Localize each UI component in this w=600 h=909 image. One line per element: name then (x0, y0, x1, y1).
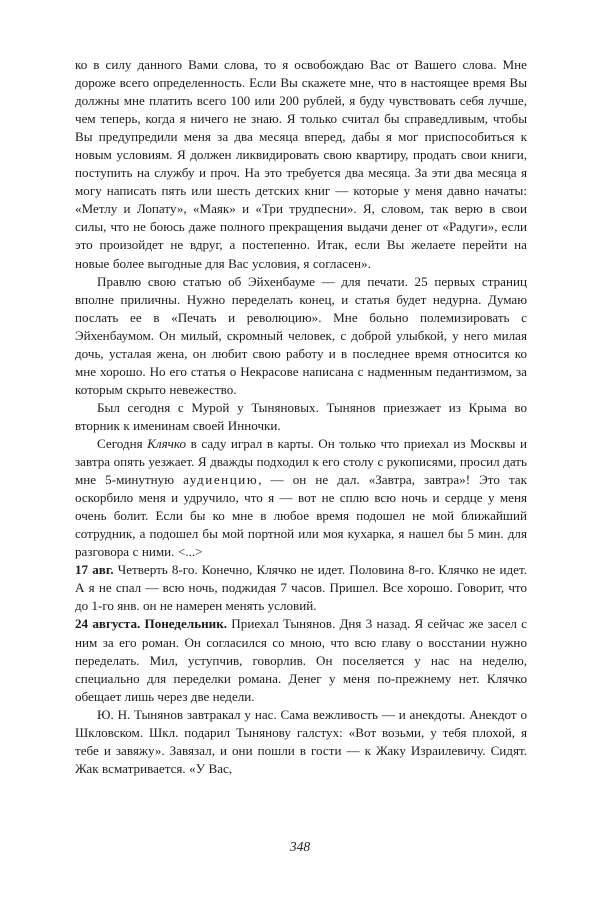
text-segment-plain-1: Сегодня (97, 435, 148, 451)
text-segment-plain-2: в саду играл в карты. Он только что приехал из Москвы и завтра опять уезжает. Я дважды подходил к его столу с рукописями, просил дать мне 5-минутную (75, 435, 527, 488)
entry-date-heading: 24 августа. Понедельник. (75, 616, 228, 632)
paragraph-tynyanov-anecdote: Ю. Н. Тынянов завтракал у нас. Сама вежливость — и анекдоты. Анекдот о Шкловском. Шкл. подарил Тынянову галстух: «Вот возьми, у тебя плохой, я тебе и завяжу». Завязал, и они пошли в гости — к Жаку Израилевичу. Сидят. Жак всматривается. «У Вас, (75, 706, 527, 776)
letter-spaced-emphasis-audience: аудиенцию (183, 472, 259, 488)
diary-entry-17-august (75, 561, 527, 615)
entry-date-heading: 17 авг. (75, 562, 114, 578)
text-column (75, 56, 527, 778)
paragraph-eikhenbaum: Правлю свою статью об Эйхенбауме — для печати. 25 первых страниц вполне приличны. Нужно переделать конец, и статья будет недурна. Думаю послать ее в «Печать и революцию». Мне больно полемизировать с Эйхенбаумом. Он милый, скромный человек, с доброй улыбкой, у него милая дочь, усталая жена, он любит свою работу и в последнее время относится ко мне хорошо. Но его статья о Некрасове написана с надменным педантизмом, за которым скрыто невежество. (75, 273, 527, 397)
entry-body-text: Приехал Тынянов. Дня 3 назад. Я сейчас же засел с ним за его роман. Он согласился со мною, что всю главу о восстании нужно переделать. Мил, уступчив, говорлив. Он поселяется у нас на неделю, специально для переделки романа. Денег у меня по-прежнему нет. Клячко обещает лишь через две недели. (75, 616, 527, 704)
italic-name-klyachko: Клячко (147, 435, 187, 451)
paragraph-continued: ко в силу данного Вами слова, то я освобождаю Вас от Вашего слова. Мне дороже всего определенность. Если Вы скажете мне, что в настоящее время Вы должны мне платить всего 100 или 200 рублей, я буду чувствовать себя лучше, чем теперь, когда я ничего не знаю. Я только считал бы справедливым, чтобы Вы предупредили меня за два месяца вперед, дабы я мог приспособиться к новым условиям. Я должен ликвидировать свою квартиру, продать свои книги, поступить на службу и проч. На это требуется два месяца. За эти два месяца я могу написать пять или шесть детских книг — которые у меня давно начаты: «Метлу и Лопату», «Маяк» и «Три трудпесни». Я, словом, так верю в свои силы, что не боюсь даже полного прекращения выдачи денег от «Радуги», если это произойдет не вдруг, а постепенно. Итак, если Вы желаете перейти на новые более выгодные для Вас условия, я согласен». (75, 57, 527, 271)
paragraph-tynyanov-visit: Был сегодня с Мурой у Тыняновых. Тынянов приезжает из Крыма во вторник к именинам своей Инночки. (75, 399, 527, 433)
page-number: 348 (289, 839, 311, 854)
text-segment-plain-3: , — он не дал. «Завтра, завтра»! Это так оскорбило меня и удручило, что я — вот не сплю всю ночь и сердце у меня очень болит. Если бы ко мне в любое время подошел не мой ближайший сотрудник, а подошел бы мой портной или моя кухарка, я нашел бы 5 мин. для разговора с ними. <...> (75, 472, 527, 560)
paragraph-klyachko (75, 435, 527, 561)
entry-body-text: Четверть 8-го. Конечно, Клячко не идет. Половина 8-го. Клячко не идет. А я не спал — всю ночь, поджидая 7 часов. Пришел. Все хорошо. Говорит, что до 1-го янв. он не намерен менять условий. (75, 562, 527, 614)
diary-entry-24-august (75, 615, 527, 705)
